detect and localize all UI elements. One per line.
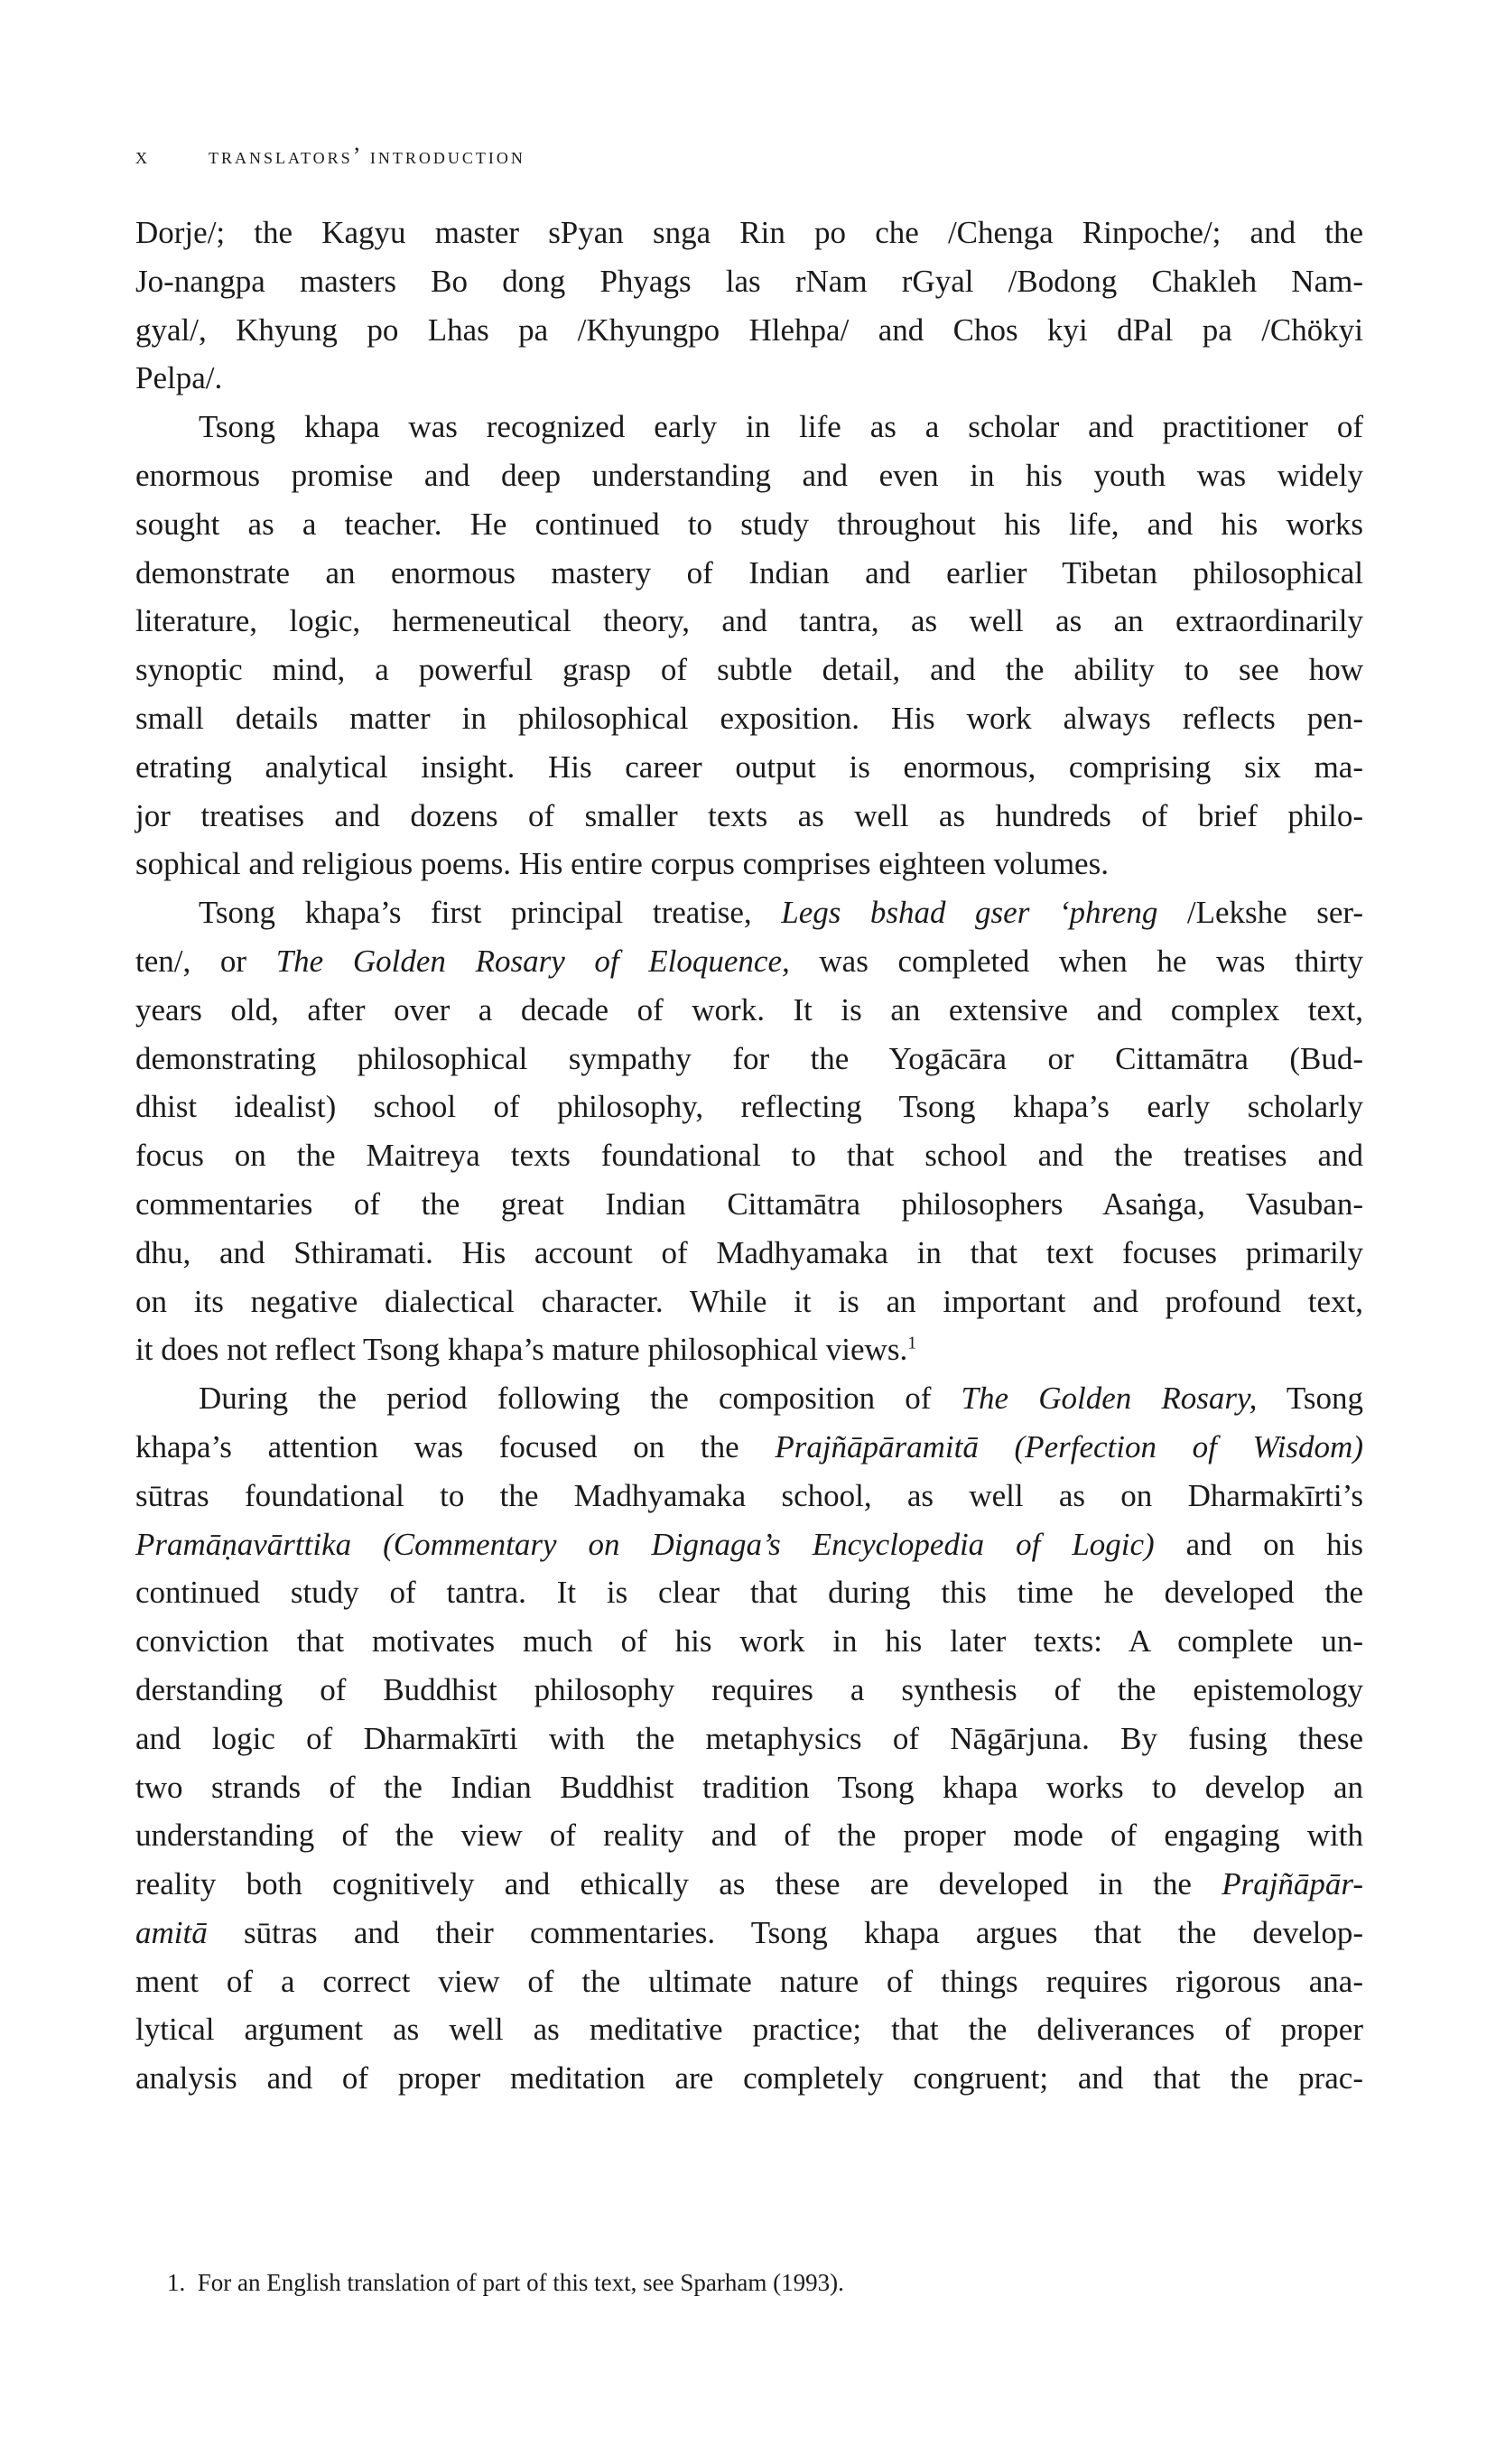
text-segment: was completed when he was thirty bbox=[789, 943, 1364, 979]
text-line bbox=[135, 1520, 1363, 1569]
text-line bbox=[135, 986, 1363, 1035]
text-segment: gyal/, Khyung po Lhas pa /Khyungpo Hlehpa/ and Chos kyi dPal pa /Chökyi bbox=[135, 311, 1363, 348]
text-segment: Tsong khapa was recognized early in life as a scholar and practitioner of bbox=[199, 409, 1363, 445]
footnote bbox=[167, 2269, 844, 2297]
running-header bbox=[135, 143, 525, 170]
text-segment: sophical and religious poems. His entire corpus comprises eighteen volumes. bbox=[135, 846, 1109, 882]
text-line bbox=[135, 1180, 1363, 1229]
text-line bbox=[135, 888, 1363, 937]
text-segment: analysis and of proper meditation are completely congruent; and that the prac- bbox=[135, 2060, 1363, 2097]
text-segment: literature, logic, hermeneutical theory, and tantra, as well as an extraordinarily bbox=[135, 603, 1363, 639]
text-line bbox=[135, 500, 1363, 549]
text-segment: Tsong bbox=[1257, 1381, 1363, 1417]
text-line bbox=[135, 1278, 1363, 1326]
text-line bbox=[135, 1035, 1363, 1083]
text-segment: on its negative dialectical character. While it is an important and profound text, bbox=[135, 1283, 1363, 1319]
text-line bbox=[135, 1423, 1363, 1472]
text-segment: and logic of Dharmakīrti with the metaphysics of Nāgārjuna. By fusing these bbox=[135, 1720, 1363, 1756]
text-segment: jor treatises and dozens of smaller texts as well as hundreds of brief philo- bbox=[135, 797, 1363, 833]
italic-title: The Golden Rosary, bbox=[961, 1381, 1258, 1417]
text-segment: small details matter in philosophical exposition. His work always reflects pen- bbox=[135, 700, 1363, 736]
italic-title: Legs bshad gser ‘phreng bbox=[781, 895, 1158, 931]
text-line bbox=[135, 1811, 1363, 1860]
text-line bbox=[135, 1374, 1363, 1423]
text-segment: khapa’s attention was focused on the bbox=[135, 1428, 776, 1464]
text-segment: ten/, or bbox=[135, 943, 276, 979]
text-line bbox=[135, 1472, 1363, 1520]
text-line bbox=[135, 1909, 1363, 1957]
text-line bbox=[135, 403, 1363, 451]
italic-title: Pramāṇavārttika (Commentary on Dignaga’s Encyclopedia of Logic) bbox=[135, 1526, 1155, 1562]
text-line bbox=[135, 1957, 1363, 2006]
text-line bbox=[135, 1666, 1363, 1715]
text-segment: it does not reflect Tsong khapa’s mature philosophical views. bbox=[135, 1332, 908, 1368]
text-segment: dhu, and Sthiramati. His account of Madhyamaka in that text focuses primarily bbox=[135, 1234, 1363, 1270]
text-line bbox=[135, 840, 1363, 888]
text-line bbox=[135, 1229, 1363, 1278]
text-segment: commentaries of the great Indian Cittamātra philosophers Asaṅga, Vasuban- bbox=[135, 1186, 1363, 1222]
text-line bbox=[135, 792, 1363, 841]
text-line bbox=[135, 1568, 1363, 1617]
text-line bbox=[135, 1617, 1363, 1666]
text-segment: Pelpa/. bbox=[135, 360, 223, 396]
text-segment: sūtras and their commentaries. Tsong khapa argues that the develop- bbox=[207, 1914, 1363, 1950]
text-line bbox=[135, 2005, 1363, 2054]
text-segment: continued study of tantra. It is clear that during this time he developed the bbox=[135, 1575, 1363, 1611]
text-line bbox=[135, 306, 1363, 355]
text-line bbox=[135, 451, 1363, 500]
text-segment: During the period following the composition of bbox=[199, 1381, 962, 1417]
text-line bbox=[135, 694, 1363, 743]
text-segment: and on his bbox=[1154, 1526, 1363, 1562]
text-segment: reality both cognitively and ethically as these are developed in the bbox=[135, 1866, 1222, 1902]
text-segment: years old, after over a decade of work. It is an extensive and complex text, bbox=[135, 991, 1363, 1027]
text-line bbox=[135, 209, 1363, 257]
footnote-reference: 1 bbox=[907, 1333, 917, 1353]
footnote-number: 1. bbox=[167, 2269, 186, 2296]
text-line bbox=[135, 1763, 1363, 1812]
text-segment: lytical argument as well as meditative practice; that the deliverances of proper bbox=[135, 2012, 1363, 2048]
text-segment: synoptic mind, a powerful grasp of subtle detail, and the ability to see how bbox=[135, 652, 1363, 688]
text-line bbox=[135, 549, 1363, 598]
text-segment: demonstrate an enormous mastery of Indian and earlier Tibetan philosophical bbox=[135, 554, 1363, 590]
text-segment: Dorje/; the Kagyu master sPyan snga Rin po che /Chenga Rinpoche/; and the bbox=[135, 215, 1363, 250]
text-segment: understanding of the view of reality and of the proper mode of engaging with bbox=[135, 1818, 1363, 1854]
italic-title: Prajñāpār- bbox=[1222, 1866, 1363, 1902]
footnote-text: For an English translation of part of this text, see Sparham (1993). bbox=[197, 2269, 844, 2296]
text-segment: two strands of the Indian Buddhist tradition Tsong khapa works to develop an bbox=[135, 1769, 1363, 1805]
text-segment: /Lekshe ser- bbox=[1157, 895, 1364, 931]
text-segment: derstanding of Buddhist philosophy requires a synthesis of the epistemology bbox=[135, 1671, 1363, 1707]
text-line bbox=[135, 1325, 1363, 1374]
text-segment: conviction that motivates much of his work in his later texts: A complete un- bbox=[135, 1623, 1363, 1660]
text-segment: sūtras foundational to the Madhyamaka school, as well as on Dharmakīrti’s bbox=[135, 1477, 1363, 1513]
italic-title: The Golden Rosary of Eloquence, bbox=[275, 943, 790, 979]
text-segment: sought as a teacher. He continued to study throughout his life, and his works bbox=[135, 506, 1363, 542]
text-segment: Jo-nangpa masters Bo dong Phyags las rNam rGyal /Bodong Chakleh Nam- bbox=[135, 263, 1363, 299]
text-line bbox=[135, 2054, 1363, 2103]
text-segment: ment of a correct view of the ultimate nature of things requires rigorous ana- bbox=[135, 1963, 1363, 1999]
page-number: x bbox=[135, 143, 150, 169]
text-segment: demonstrating philosophical sympathy for the Yogācāra or Cittamātra (Bud- bbox=[135, 1040, 1363, 1076]
text-line bbox=[135, 743, 1363, 792]
text-line bbox=[135, 597, 1363, 646]
italic-title: amitā bbox=[135, 1914, 208, 1950]
text-line bbox=[135, 354, 1363, 403]
text-segment: focus on the Maitreya texts foundational to that school and the treatises and bbox=[135, 1138, 1363, 1174]
text-line bbox=[135, 1860, 1363, 1909]
text-line bbox=[135, 1715, 1363, 1763]
text-line bbox=[135, 257, 1363, 306]
italic-title: Prajñāpāramitā (Perfection of Wisdom) bbox=[775, 1428, 1363, 1464]
text-segment: etrating analytical insight. His career output is enormous, comprising six ma- bbox=[135, 748, 1363, 785]
text-segment: enormous promise and deep understanding and even in his youth was widely bbox=[135, 457, 1363, 493]
text-segment: dhist idealist) school of philosophy, reflecting Tsong khapa’s early scholarly bbox=[135, 1089, 1363, 1125]
chapter-title: translators’ introduction bbox=[209, 143, 525, 169]
text-line bbox=[135, 646, 1363, 694]
text-line bbox=[135, 1131, 1363, 1180]
text-line bbox=[135, 1083, 1363, 1131]
text-segment: Tsong khapa’s first principal treatise, bbox=[199, 895, 782, 931]
text-line bbox=[135, 937, 1363, 986]
body-text bbox=[135, 209, 1363, 2103]
